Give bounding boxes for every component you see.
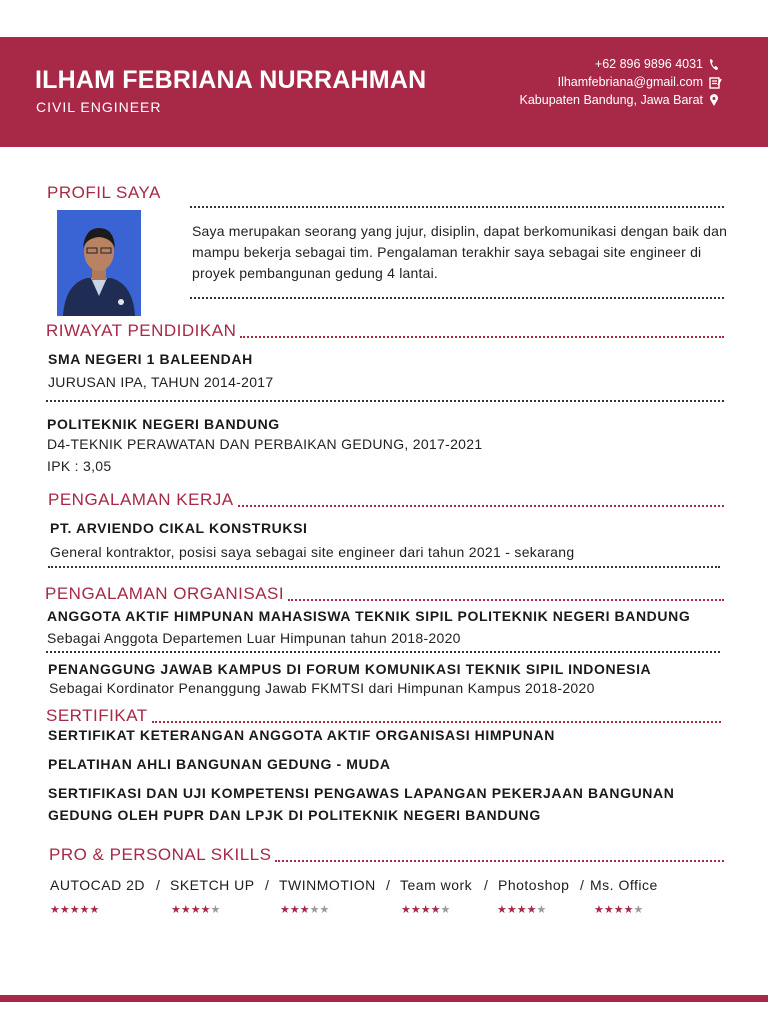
address-row xyxy=(520,91,723,109)
job-title: CIVIL ENGINEER xyxy=(36,99,162,115)
resume-header xyxy=(0,37,768,147)
certificate-item: SERTIFIKAT KETERANGAN ANGGOTA AKTIF ORGANISASI HIMPUNAN xyxy=(48,727,555,743)
profile-summary: Saya merupakan seorang yang jujur, disiplin, dapat berkomunikasi dengan baik dan mampu bekerja sebagai tim. Pengalaman terakhir saya sebagai site engineer di proyek pembangunan gedung 4 lantai. xyxy=(192,223,728,281)
skill-separator: / xyxy=(484,877,489,893)
star-filled-icon: ★ xyxy=(289,904,300,916)
organization-detail: Sebagai Anggota Departemen Luar Himpunan tahun 2018-2020 xyxy=(47,630,461,646)
phone-row xyxy=(520,55,723,73)
star-empty-icon: ★ xyxy=(633,904,644,916)
divider xyxy=(190,206,724,208)
full-name: ILHAM FEBRIANA NURRAHMAN xyxy=(35,66,427,94)
star-empty-icon: ★ xyxy=(309,904,320,916)
section-title-education xyxy=(46,321,724,341)
address: Kabupaten Bandung, Jawa Barat xyxy=(519,93,703,107)
profile-title-text: PROFIL SAYA xyxy=(47,183,161,202)
skill-rating xyxy=(50,903,99,916)
star-filled-icon: ★ xyxy=(190,904,201,916)
star-filled-icon: ★ xyxy=(171,904,181,916)
organization-name: PENANGGUNG JAWAB KAMPUS DI FORUM KOMUNIKASI TEKNIK SIPIL INDONESIA xyxy=(48,661,652,677)
skill-name: AUTOCAD 2D xyxy=(50,877,145,893)
title-dots xyxy=(275,860,724,862)
skill-rating xyxy=(497,903,546,916)
certificates-title-text: SERTIFIKAT xyxy=(46,706,148,725)
skill-rating xyxy=(171,903,220,916)
organization-detail: Sebagai Kordinator Penanggung Jawab FKMTSI dari Himpunan Kampus 2018-2020 xyxy=(49,680,595,696)
skills-title-text: PRO & PERSONAL SKILLS xyxy=(49,845,272,864)
email-row xyxy=(520,73,723,91)
star-filled-icon: ★ xyxy=(79,904,90,916)
education-gpa: IPK : 3,05 xyxy=(47,458,112,474)
star-empty-icon: ★ xyxy=(210,904,221,916)
skill-rating xyxy=(401,903,450,916)
certificate-item: SERTIFIKASI DAN UJI KOMPETENSI PENGAWAS LAPANGAN PEKERJAAN BANGUNAN xyxy=(48,785,675,801)
organization-name: ANGGOTA AKTIF HIMPUNAN MAHASISWA TEKNIK SIPIL POLITEKNIK NEGERI BANDUNG xyxy=(47,608,691,624)
skill-name: Photoshop xyxy=(498,877,570,893)
section-title-organization xyxy=(45,584,724,604)
certificate-item: GEDUNG OLEH PUPR DAN LPJK DI POLITEKNIK NEGERI BANDUNG xyxy=(48,807,541,823)
star-filled-icon: ★ xyxy=(59,904,70,916)
star-filled-icon: ★ xyxy=(623,904,634,916)
star-filled-icon: ★ xyxy=(594,904,604,916)
skill-name: Ms. Office xyxy=(590,877,658,893)
skill-name: TWINMOTION xyxy=(279,877,376,893)
divider xyxy=(48,566,720,568)
phone-number: +62 896 9896 4031 xyxy=(594,57,703,71)
star-empty-icon: ★ xyxy=(440,904,451,916)
star-filled-icon: ★ xyxy=(50,904,60,916)
location-pin-icon xyxy=(709,94,723,107)
star-filled-icon: ★ xyxy=(516,904,527,916)
work-detail: General kontraktor, posisi saya sebagai site engineer dari tahun 2021 - sekarang xyxy=(50,544,575,560)
divider xyxy=(190,297,724,299)
star-filled-icon: ★ xyxy=(613,904,624,916)
organization-title-text: PENGALAMAN ORGANISASI xyxy=(45,584,285,603)
skill-name: Team work xyxy=(400,877,473,893)
education-detail: JURUSAN IPA, TAHUN 2014-2017 xyxy=(48,374,274,390)
certificate-item: PELATIHAN AHLI BANGUNAN GEDUNG - MUDA xyxy=(48,756,391,772)
email-icon xyxy=(709,76,723,89)
title-dots xyxy=(288,599,724,601)
skill-rating xyxy=(594,903,643,916)
title-dots xyxy=(238,505,724,507)
profile-photo xyxy=(57,210,141,316)
skill-rating xyxy=(280,903,329,916)
star-filled-icon: ★ xyxy=(200,904,211,916)
star-filled-icon: ★ xyxy=(69,904,80,916)
star-filled-icon: ★ xyxy=(603,904,614,916)
star-filled-icon: ★ xyxy=(299,904,310,916)
skill-separator: / xyxy=(156,877,161,893)
title-dots xyxy=(240,336,724,338)
skill-separator: / xyxy=(265,877,270,893)
star-filled-icon: ★ xyxy=(526,904,537,916)
work-title-text: PENGALAMAN KERJA xyxy=(48,490,234,509)
section-title-skills xyxy=(49,845,724,865)
skill-separator: / xyxy=(580,877,585,893)
section-title-work xyxy=(48,490,724,510)
email-address: Ilhamfebriana@gmail.com xyxy=(557,75,703,89)
section-title-certificates xyxy=(46,706,721,726)
star-filled-icon: ★ xyxy=(506,904,517,916)
star-filled-icon: ★ xyxy=(420,904,431,916)
skill-name: SKETCH UP xyxy=(170,877,255,893)
contact-info xyxy=(520,55,723,109)
star-filled-icon: ★ xyxy=(430,904,441,916)
star-filled-icon: ★ xyxy=(89,904,100,916)
footer-bar xyxy=(0,995,768,1002)
star-filled-icon: ★ xyxy=(410,904,421,916)
star-filled-icon: ★ xyxy=(280,904,290,916)
education-detail: D4-TEKNIK PERAWATAN DAN PERBAIKAN GEDUNG, 2017-2021 xyxy=(47,436,483,452)
education-school: POLITEKNIK NEGERI BANDUNG xyxy=(47,416,280,432)
education-school: SMA NEGERI 1 BALEENDAH xyxy=(48,351,253,367)
star-empty-icon: ★ xyxy=(536,904,547,916)
education-title-text: RIWAYAT PENDIDIKAN xyxy=(46,321,237,340)
star-filled-icon: ★ xyxy=(497,904,507,916)
divider xyxy=(46,400,724,402)
star-empty-icon: ★ xyxy=(319,904,330,916)
section-title-profile xyxy=(47,183,167,203)
work-company: PT. ARVIENDO CIKAL KONSTRUKSI xyxy=(50,520,308,536)
star-filled-icon: ★ xyxy=(180,904,191,916)
star-filled-icon: ★ xyxy=(401,904,411,916)
title-dots xyxy=(152,721,721,723)
skill-separator: / xyxy=(386,877,391,893)
divider xyxy=(46,651,720,653)
phone-icon xyxy=(709,58,723,71)
